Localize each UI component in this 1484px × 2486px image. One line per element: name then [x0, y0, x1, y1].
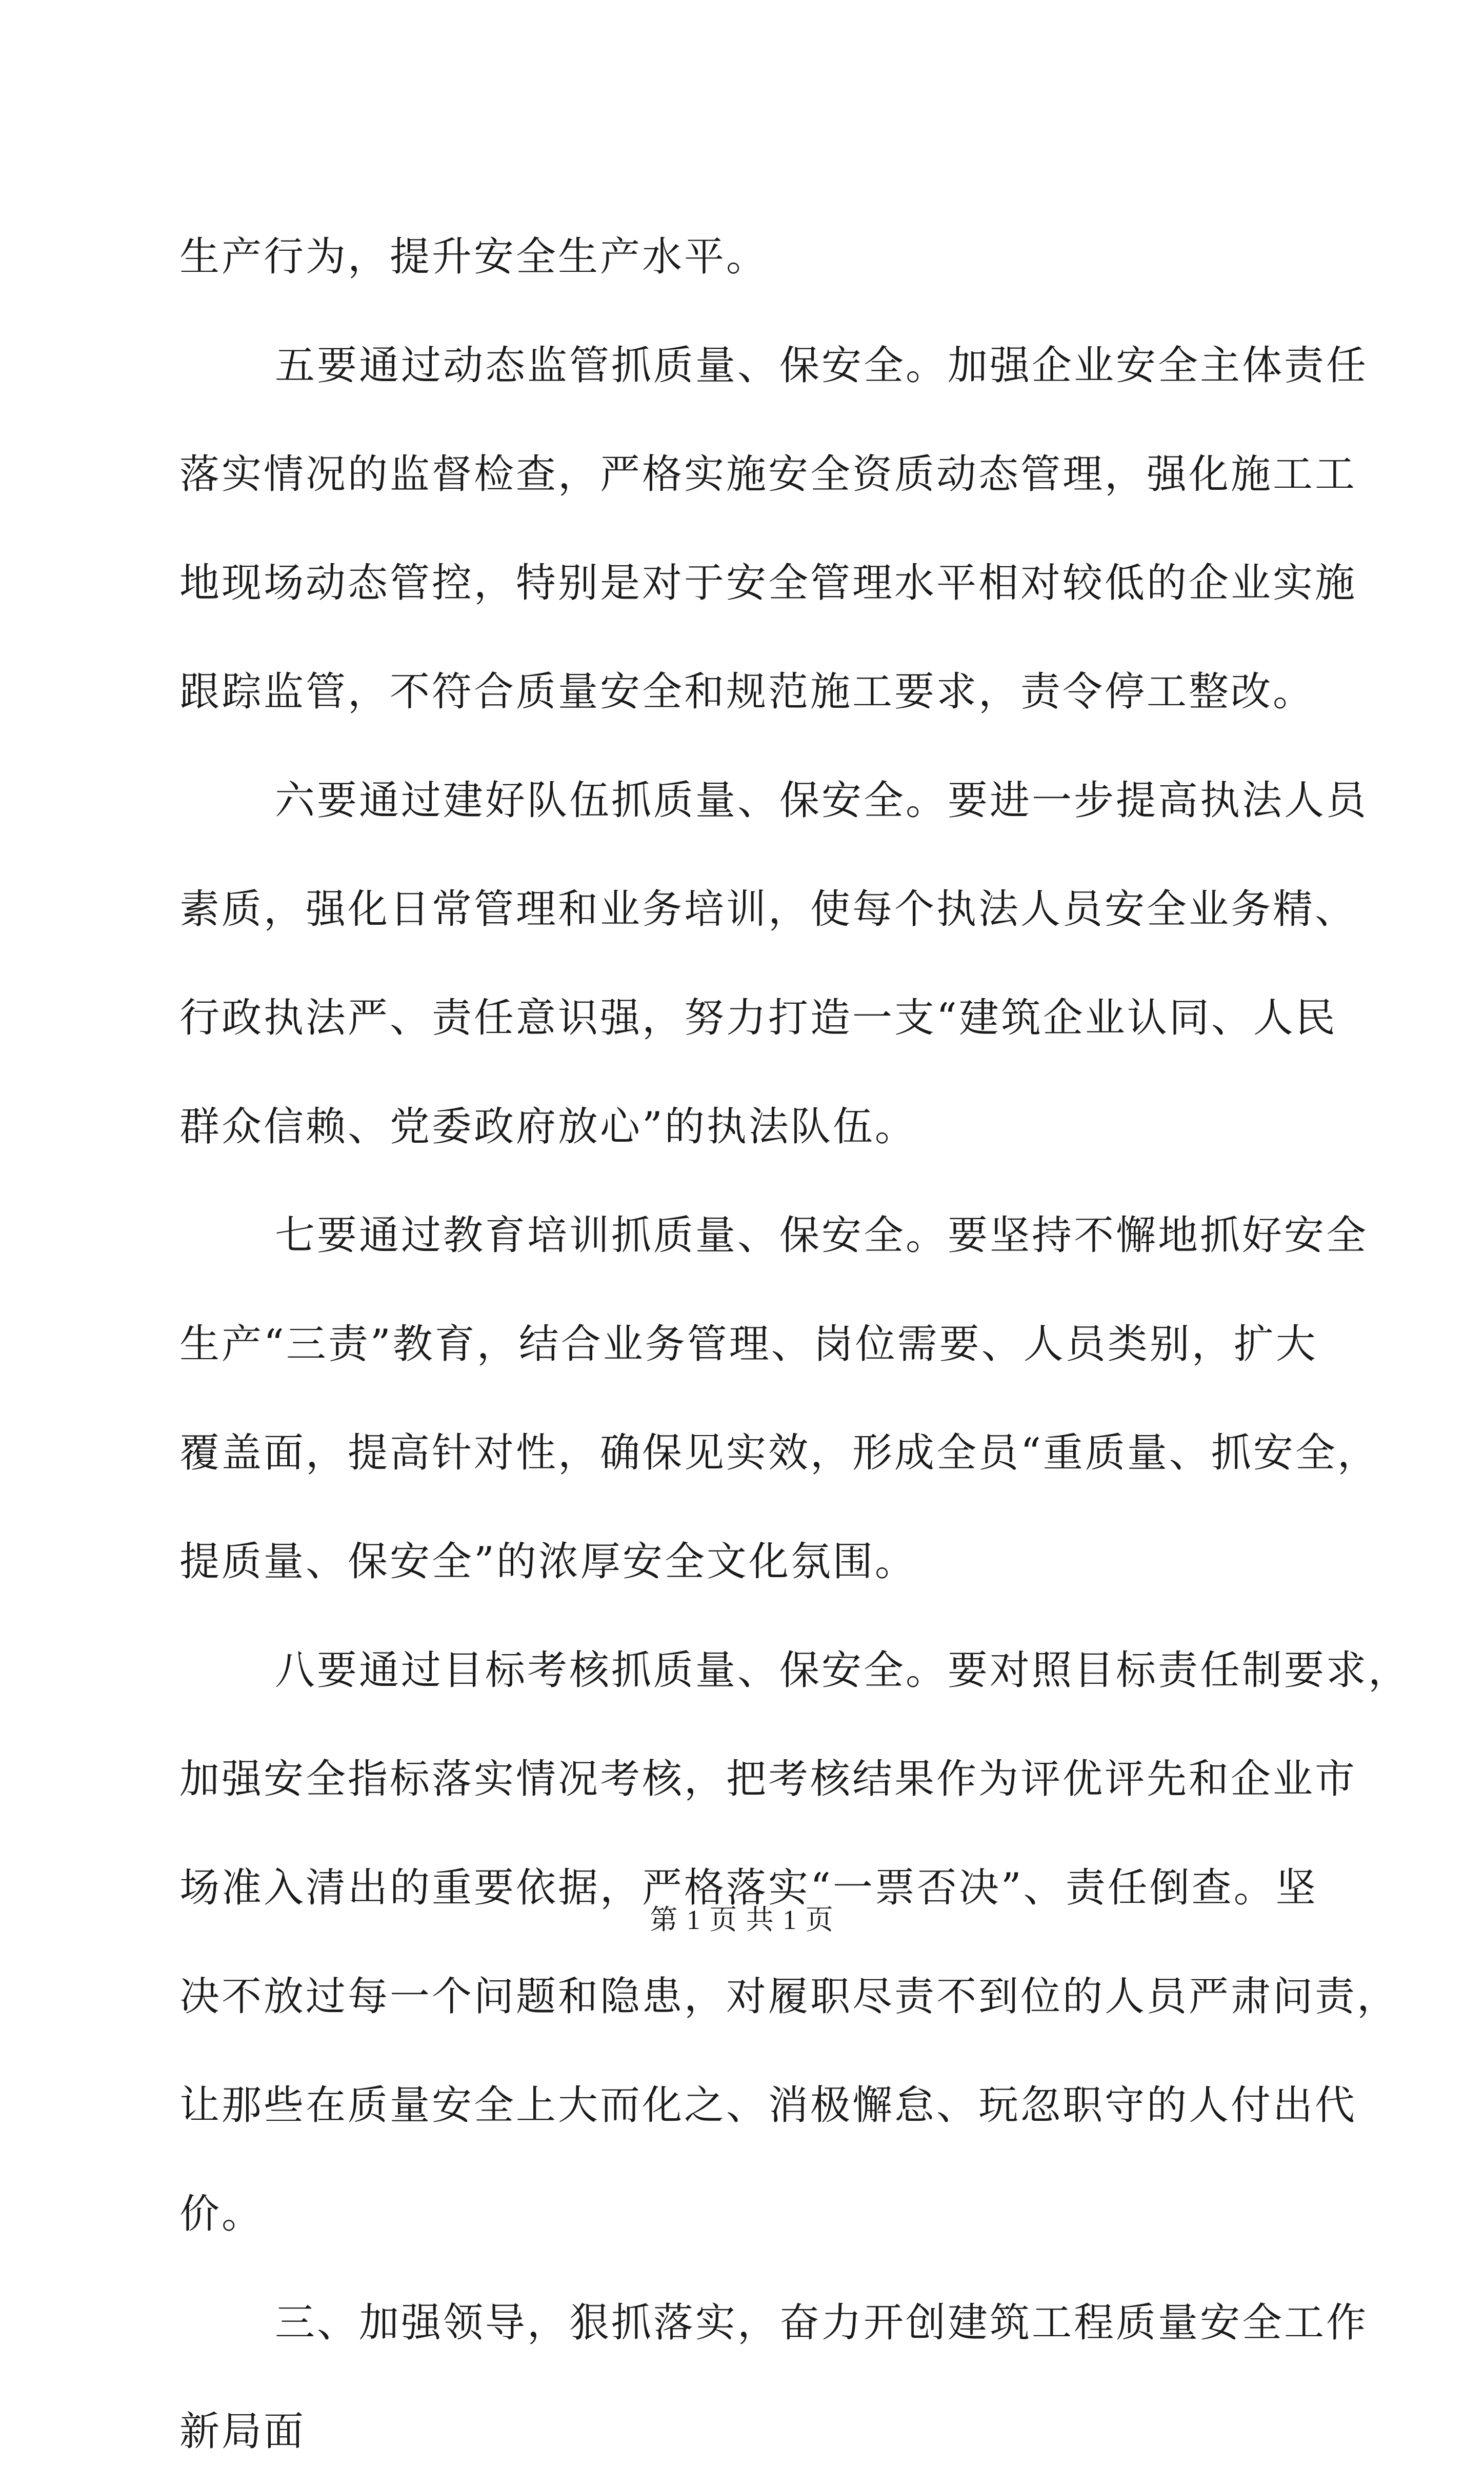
text-line: 落实情况的监督检查，严格实施安全资质动态管理，强化施工工 — [179, 451, 1357, 498]
text-line: 让那些在质量安全上大而化之、消极懈怠、玩忽职守的人付出代 — [179, 2082, 1357, 2129]
document-body — [179, 203, 1411, 2486]
text-line: 决不放过每一个问题和隐患，对履职尽责不到位的人员严肃问责， — [179, 1974, 1399, 2020]
text-line: 素质，强化日常管理和业务培训，使每个执法人员安全业务精、 — [179, 886, 1357, 932]
paragraph-start-line: 七要通过教育培训抓质量、保安全。要坚持不懈地抓好安全 — [275, 1212, 1369, 1259]
text-line: 生产行为，提升安全生产水平。 — [179, 234, 769, 280]
text-line: 覆盖面，提高针对性，确保见实效，形成全员“重质量、抓安全， — [179, 1430, 1379, 1476]
text-line: 行政执法严、责任意识强，努力打造一支“建筑企业认同、人民 — [179, 995, 1337, 1041]
paragraph-start-line: 八要通过目标考核抓质量、保安全。要对照目标责任制要求， — [275, 1647, 1411, 1694]
section-heading-line: 新局面 — [179, 2409, 306, 2455]
paragraph-start-line: 五要通过动态监管抓质量、保安全。加强企业安全主体责任 — [275, 343, 1369, 389]
page-number-footer: 第 1 页 共 1 页 — [650, 1904, 834, 1935]
paragraph-start-line: 六要通过建好队伍抓质量、保安全。要进一步提高执法人员 — [275, 778, 1369, 824]
section-heading-line: 三、加强领导，狠抓落实，奋力开创建筑工程质量安全工作 — [275, 2300, 1369, 2346]
text-line: 加强安全指标落实情况考核，把考核结果作为评优评先和企业市 — [179, 1756, 1357, 1802]
text-line: 提质量、保安全”的浓厚安全文化氛围。 — [179, 1539, 917, 1585]
text-line: 场准入清出的重要依据，严格落实“一票否决”、责任倒查。坚 — [179, 1865, 1318, 1911]
text-line: 价。 — [179, 2191, 264, 2237]
text-line: 地现场动态管控，特别是对于安全管理水平相对较低的企业实施 — [179, 560, 1357, 606]
text-line: 群众信赖、党委政府放心”的执法队伍。 — [179, 1104, 917, 1150]
text-line: 跟踪监管，不符合质量安全和规范施工要求，责令停工整改。 — [179, 669, 1315, 715]
text-line: 生产“三责”教育，结合业务管理、岗位需要、人员类别，扩大 — [179, 1321, 1318, 1367]
